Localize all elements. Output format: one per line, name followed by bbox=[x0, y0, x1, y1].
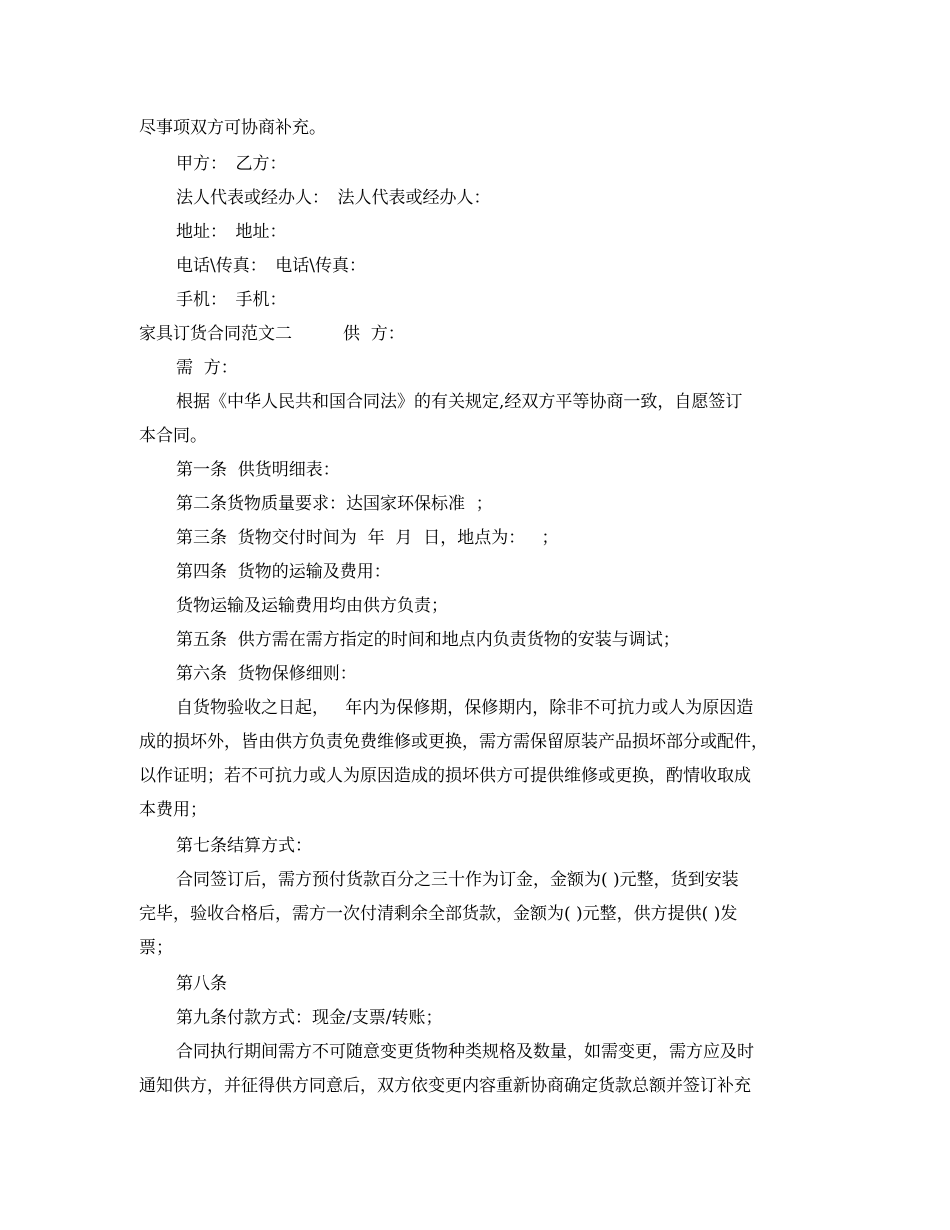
preamble-line: 本合同。 bbox=[139, 426, 207, 446]
text-line: 尽事项双方可协商补充。 bbox=[139, 118, 326, 138]
party-a-b-line: 甲方： 乙方： bbox=[176, 154, 287, 174]
article-9: 第九条付款方式：现金/支票/转账； bbox=[176, 1008, 443, 1028]
mobile-line: 手机： 手机： bbox=[176, 290, 287, 310]
legal-rep-line: 法人代表或经办人： 法人代表或经办人： bbox=[176, 188, 491, 208]
article-6-body: 自货物验收之日起， 年内为保修期，保修期内，除非不可抗力或人为原因造 bbox=[176, 698, 754, 718]
article-6: 第六条 货物保修细则： bbox=[176, 664, 357, 684]
phone-fax-line: 电话\传真： 电话\传真： bbox=[176, 256, 366, 276]
article-3: 第三条 货物交付时间为 年 月 日，地点为： ； bbox=[176, 528, 559, 548]
article-5: 第五条 供方需在需方指定的时间和地点内负责货物的安装与调试； bbox=[176, 630, 680, 650]
article-4: 第四条 货物的运输及费用： bbox=[176, 562, 391, 582]
article-1: 第一条 供货明细表： bbox=[176, 460, 340, 480]
article-7: 第七条结算方式： bbox=[176, 836, 312, 856]
article-6-body: 成的损坏外，皆由供方负责免费维修或更换，需方需保留原装产品损坏部分或配件， bbox=[139, 732, 768, 752]
preamble-line: 根据《中华人民共和国合同法》的有关规定,经双方平等协商一致，自愿签订 bbox=[176, 392, 743, 412]
buyer-line: 需 方： bbox=[176, 358, 238, 378]
article-7-body: 完毕，验收合格后，需方一次付清剩余全部货款，金额为( )元整，供方提供( )发 bbox=[139, 904, 738, 924]
address-line: 地址： 地址： bbox=[176, 222, 287, 242]
article-4-body: 货物运输及运输费用均由供方负责； bbox=[176, 596, 448, 616]
document-title-line: 家具订货合同范文二 供 方： bbox=[139, 324, 405, 344]
article-2: 第二条货物质量要求：达国家环保标准 ； bbox=[176, 494, 493, 514]
article-6-body: 本费用； bbox=[139, 800, 207, 820]
article-7-body: 票； bbox=[139, 938, 173, 958]
article-9-body: 通知供方，并征得供方同意后，双方依变更内容重新协商确定货款总额并签订补充 bbox=[139, 1076, 751, 1096]
article-8: 第八条 bbox=[176, 974, 227, 994]
article-9-body: 合同执行期间需方不可随意变更货物种类规格及数量，如需变更，需方应及时 bbox=[176, 1042, 754, 1062]
article-7-body: 合同签订后，需方预付货款百分之三十作为订金，金额为( )元整，货到安装 bbox=[176, 870, 739, 890]
article-6-body: 以作证明；若不可抗力或人为原因造成的损坏供方可提供维修或更换，酌情收取成 bbox=[139, 766, 751, 786]
